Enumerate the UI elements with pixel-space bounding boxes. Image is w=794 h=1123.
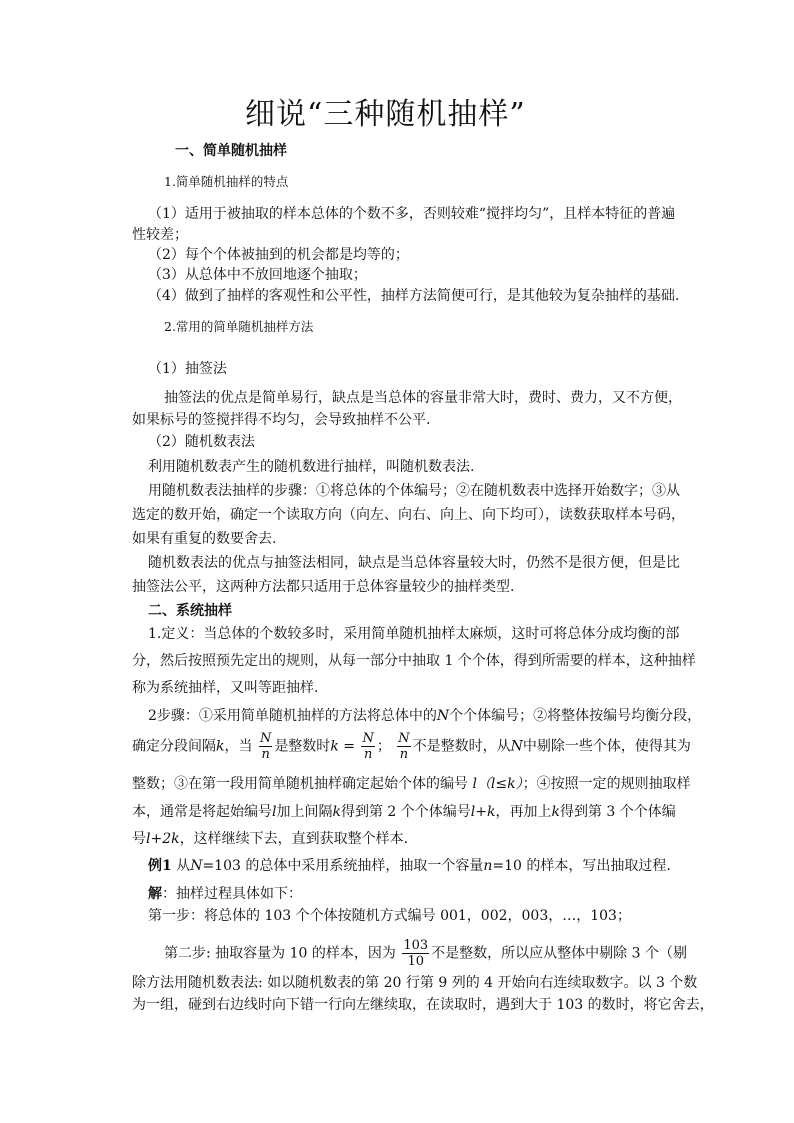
solution-step-2-line-1 — [164, 939, 687, 968]
feature-line-4: （4）做到了抽样的客观性和公平性，抽样方法简便可行，是其他较为复杂抽样的基础. — [148, 288, 680, 304]
steps-line-3-l: l — [472, 776, 477, 792]
steps-line-4 — [132, 804, 676, 820]
steps-line-2-separator: ； — [376, 738, 391, 755]
steps-line-3 — [132, 776, 691, 792]
fraction-denominator: n — [261, 747, 270, 762]
example-n: n — [483, 858, 493, 874]
steps-line-4-tail: 得到第 2 个个体编号 — [340, 804, 471, 820]
random-table-heading: （2）随机数表法 — [148, 434, 255, 450]
fraction-numerator: N — [362, 731, 374, 746]
steps-line-4-k2: k — [551, 804, 560, 820]
steps-line-2 — [132, 732, 691, 761]
subheading-features: 1.简单随机抽样的特点 — [164, 174, 289, 189]
example-1-line — [148, 858, 671, 874]
steps-line-2-eq: k = — [330, 738, 355, 755]
steps-line-4-mid: 加上间隔 — [276, 804, 333, 820]
systematic-definition-line-1: 1.定义：当总体的个数较多时，采用简单随机抽样太麻烦，这时可将总体分成均衡的部 — [148, 626, 680, 642]
random-table-line-3: 选定的数开始，确定一个读取方向（向左、向右、向上、向下均可），读数获取样本号码， — [132, 507, 685, 523]
steps-line-2-tail: 中剔除一些个体，使得其为 — [522, 738, 691, 755]
steps-line-1-prefix: 2步骤：①采用简单随机抽样的方法将总体中的 — [148, 708, 437, 724]
random-table-line-2: 用随机数表法抽样的步骤：①将总体的个体编号；②在随机数表中选择开始数字；③从 — [148, 483, 680, 499]
steps-line-5-tail: ，这样继续下去，直到获取整个样本. — [179, 831, 409, 847]
steps-line-3-condition: （l≤k） — [476, 776, 523, 792]
steps-line-4-k: k — [332, 804, 341, 820]
random-table-line-5: 随机数表法的优点与抽签法相同，缺点是当总体容量较大时，仍然不是很方便，但是比 — [148, 555, 680, 571]
steps-line-2-k: k — [216, 738, 225, 755]
steps-line-2-when: ，当 — [224, 738, 253, 755]
fraction-n-over-n-2 — [361, 732, 374, 761]
example-label: 例1 — [148, 858, 172, 874]
section-heading-simple-random-sampling: 一、简单随机抽样 — [175, 143, 287, 159]
fraction-denominator: 10 — [407, 954, 425, 969]
step-2-prefix: 第二步: 抽取容量为 10 的样本，因为 — [164, 945, 396, 962]
page-title: 细说“三种随机抽样” — [245, 97, 526, 132]
feature-line-3: （3）从总体中不放回地逐个抽取； — [148, 267, 367, 283]
solution-step-2-line-3: 为一组，碰到右边线时向下错一行向左继续取，在读取时，遇到大于 103 的数时，将它舍去， — [132, 997, 714, 1013]
example-N: N — [190, 858, 203, 874]
systematic-definition-line-3: 称为系统抽样，又叫等距抽样. — [132, 680, 319, 696]
subheading-methods: 2.常用的简单随机抽样方法 — [164, 319, 314, 334]
fraction-n-over-n-1 — [259, 732, 272, 761]
fraction-denominator: n — [399, 747, 409, 762]
steps-line-5 — [132, 831, 408, 847]
solution-text: ：抽样过程具体如下： — [162, 886, 302, 902]
steps-line-5-prefix: 号 — [132, 831, 146, 847]
steps-line-4-prefix: 本，通常是将起始编号 — [132, 804, 272, 820]
random-table-line-4: 如果有重复的数要舍去. — [132, 531, 277, 547]
steps-line-2-N: N — [510, 738, 523, 755]
steps-line-2-mid: 是整数时 — [274, 738, 331, 755]
steps-line-5-l2k: l+2k — [146, 831, 180, 847]
steps-line-1-suffix: 个个体编号；②将整体按编号均衡分段， — [449, 708, 702, 724]
lottery-method-heading: （1）抽签法 — [148, 361, 227, 377]
steps-line-1-var: N — [436, 708, 450, 724]
solution-step-1: 第一步：将总体的 103 个个体按随机方式编号 001，002，003，…，103； — [148, 908, 631, 924]
example-text-c: =10 的样本，写出抽取过程. — [492, 858, 671, 874]
systematic-definition-line-2: 分，然后按照预先定出的规则，从每一部分中抽取 1 个个体，得到所需要的样本，这种抽样 — [132, 653, 696, 669]
steps-line-3-tail: ；④按照一定的规则抽取样 — [522, 776, 691, 792]
steps-line-1 — [148, 708, 701, 724]
steps-line-2-prefix: 确定分段间隔 — [132, 738, 216, 755]
random-table-line-6: 抽签法公平，这两种方法都只适用于总体容量较少的抽样类型. — [132, 579, 515, 595]
fraction-denominator: n — [363, 747, 373, 762]
feature-line-2: （2）每个个体被抽到的机会都是均等的； — [148, 247, 409, 263]
lottery-method-line-2: 如果标号的签搅拌得不均匀，会导致抽样不公平. — [132, 412, 431, 428]
steps-line-4-lk: l+k — [470, 804, 496, 820]
example-text-a: 从 — [176, 858, 191, 874]
steps-line-2-after: 不是整数时，从 — [412, 738, 511, 755]
solution-line — [148, 886, 302, 902]
steps-line-4-end: ，再加上 — [495, 804, 552, 820]
solution-label: 解 — [148, 886, 162, 902]
feature-line-1: （1）适用于被抽取的样本总体的个数不多，否则较难“搅拌均匀”，且样本特征的普遍 — [148, 206, 676, 222]
fraction-numerator: N — [259, 731, 272, 746]
steps-line-4-l: l — [272, 804, 277, 820]
example-text-b: =103 的总体中采用系统抽样，抽取一个容量 — [202, 858, 484, 874]
lottery-method-line-1: 抽签法的优点是简单易行，缺点是当总体的容量非常大时，费时、费力，又不方便， — [164, 390, 682, 406]
fraction-103-over-10 — [402, 939, 429, 968]
steps-line-4-end2: 得到第 3 个个体编 — [559, 804, 676, 820]
fraction-n-over-n-3 — [397, 732, 410, 761]
step-2-tail: 不是整数，所以应从整体中剔除 3 个（剔 — [431, 945, 687, 962]
solution-step-2-line-2: 除方法用随机数表法: 如以随机数表的第 20 行第 9 列的 4 开始向右连续取数字。以 3 个数 — [132, 975, 698, 991]
fraction-numerator: N — [398, 731, 410, 746]
feature-line-1-continuation: 性较差； — [132, 227, 188, 243]
fraction-numerator: 103 — [403, 938, 429, 953]
random-table-line-1: 利用随机数表产生的随机数进行抽样，叫随机数表法. — [148, 459, 475, 475]
section-heading-systematic-sampling: 二、系统抽样 — [148, 603, 232, 619]
steps-line-3-text: 整数；③在第一段用简单随机抽样确定起始个体的编号 — [132, 776, 473, 792]
